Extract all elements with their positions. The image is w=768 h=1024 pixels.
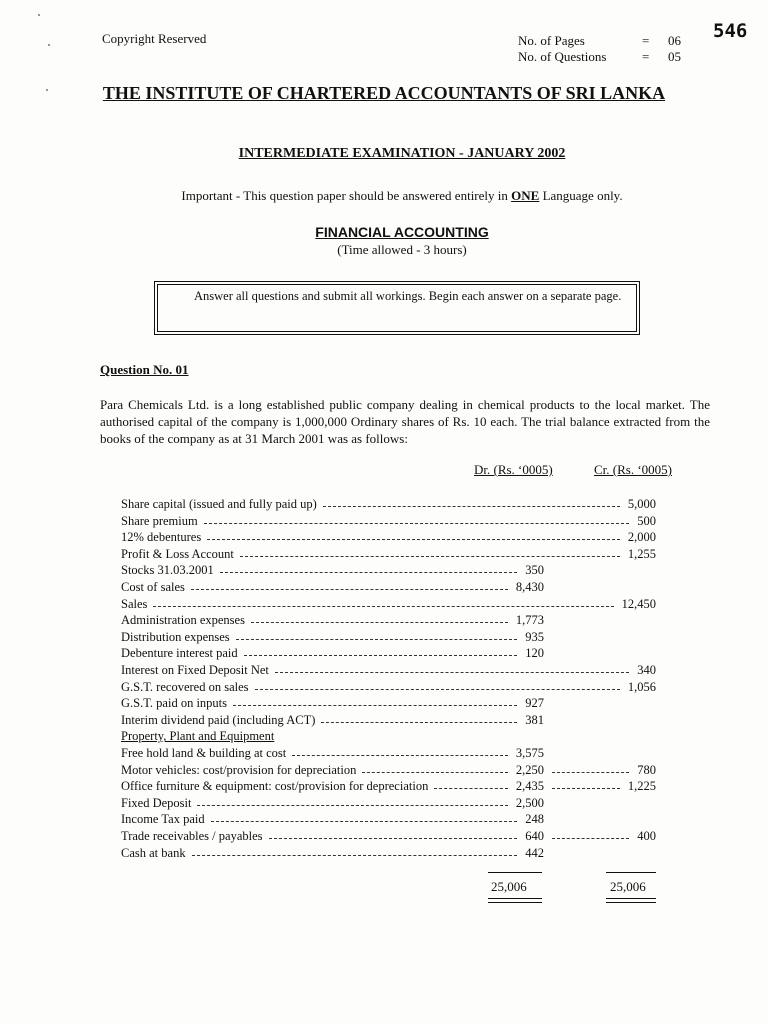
copyright-notice: Copyright Reserved xyxy=(102,31,207,46)
dr-total-double-rule xyxy=(488,898,542,903)
questions-value: 05 xyxy=(668,49,681,64)
credit-amount: 400 xyxy=(637,829,656,843)
credit-amount: 1,255 xyxy=(627,546,656,561)
scan-speck xyxy=(48,44,50,46)
dotted-leader xyxy=(323,506,620,507)
credit-amount: 340 xyxy=(637,663,656,677)
row-label: Profit & Loss Account xyxy=(121,546,234,561)
questions-equals: = xyxy=(642,49,650,64)
debit-amount: 8,430 xyxy=(515,580,544,594)
subject-title: FINANCIAL ACCOUNTING xyxy=(315,224,489,240)
dotted-leader xyxy=(552,772,629,773)
debit-amount: 120 xyxy=(525,646,544,661)
dr-total: 25,006 xyxy=(491,879,527,894)
dotted-leader xyxy=(153,606,613,607)
row-label: Trade receivables / payables xyxy=(121,829,263,843)
dotted-leader xyxy=(292,755,508,756)
debit-amount: 2,250 xyxy=(515,762,544,777)
dotted-leader xyxy=(275,672,629,673)
dotted-leader xyxy=(236,639,518,640)
important-emphasis: ONE xyxy=(511,188,540,203)
row-label: Interim dividend paid (including ACT) xyxy=(121,712,316,727)
dr-subtotal-rule xyxy=(488,872,542,873)
debit-amount: 442 xyxy=(525,845,544,860)
credit-amount: 12,450 xyxy=(621,596,656,611)
row-label: Fixed Deposit xyxy=(121,795,192,810)
time-allowed: (Time allowed - 3 hours) xyxy=(337,242,467,257)
dotted-leader xyxy=(255,689,620,690)
debit-amount: 2,500 xyxy=(515,795,544,810)
debit-amount: 927 xyxy=(525,696,544,711)
row-label: Interest on Fixed Deposit Net xyxy=(121,663,269,677)
pages-label: No. of Pages xyxy=(518,33,585,48)
important-prefix: Important - This question paper should be answered entirely in xyxy=(181,188,512,203)
pages-value: 06 xyxy=(668,33,681,48)
pages-count-line xyxy=(518,33,681,49)
dotted-leader xyxy=(233,705,517,706)
row-label: 12% debentures xyxy=(121,530,202,545)
row-label: Administration expenses xyxy=(121,613,245,628)
instructions-text: Answer all questions and submit all workings. Begin each answer on a separate page. xyxy=(194,289,622,303)
row-label: Property, Plant and Equipment xyxy=(121,729,275,744)
row-label: Office furniture & equipment: cost/provision for depreciation xyxy=(121,779,429,794)
row-label: Income Tax paid xyxy=(121,812,205,827)
question-intro: Para Chemicals Ltd. is a long established public company dealing in chemical products to the local market. The authorised capital of the company is 1,000,000 Ordinary shares of Rs. 10 each. The trial balance extracted from the books of the company as at 31 March 2001 was as follows: xyxy=(100,397,710,446)
pages-equals: = xyxy=(642,33,650,48)
row-label: Sales xyxy=(121,596,148,611)
dotted-leader xyxy=(434,788,508,789)
scan-speck xyxy=(46,89,48,91)
credit-amount: 1,056 xyxy=(627,679,656,694)
dotted-leader xyxy=(244,655,518,656)
credit-amount: 1,225 xyxy=(627,779,656,794)
debit-amount: 3,575 xyxy=(515,746,544,760)
question-heading: Question No. 01 xyxy=(100,362,189,377)
institute-title-text: THE INSTITUTE OF CHARTERED ACCOUNTANTS OF SRI LANKA xyxy=(102,83,666,103)
credit-amount: 2,000 xyxy=(627,530,656,545)
cr-total-double-rule xyxy=(606,898,656,903)
credit-amount: 500 xyxy=(637,513,656,528)
dotted-leader xyxy=(207,539,620,540)
important-note xyxy=(0,188,768,204)
debit-amount: 2,435 xyxy=(515,779,544,794)
dotted-leader xyxy=(269,838,518,839)
cr-column-header: Cr. (Rs. ‘0005) xyxy=(594,462,672,477)
exam-title xyxy=(0,146,768,162)
debit-amount: 350 xyxy=(525,563,544,578)
important-suffix: Language only. xyxy=(539,188,623,203)
row-label: Stocks 31.03.2001 xyxy=(121,563,214,578)
cr-total: 25,006 xyxy=(610,879,646,894)
row-label: Share premium xyxy=(121,513,198,528)
debit-amount: 1,773 xyxy=(515,613,544,628)
row-label: Share capital (issued and fully paid up) xyxy=(121,497,317,511)
questions-count-line xyxy=(518,49,681,65)
dotted-leader xyxy=(191,589,508,590)
page-number: 546 xyxy=(713,20,748,42)
dotted-leader xyxy=(197,805,507,806)
debit-amount: 381 xyxy=(525,712,544,727)
dotted-leader xyxy=(321,722,517,723)
row-label: Cost of sales xyxy=(121,580,185,594)
dotted-leader xyxy=(192,855,518,856)
institute-title xyxy=(0,83,768,104)
row-label: Motor vehicles: cost/provision for depreciation xyxy=(121,762,357,777)
questions-label: No. of Questions xyxy=(518,49,607,64)
dotted-leader xyxy=(362,772,508,773)
row-label: Debenture interest paid xyxy=(121,646,238,661)
dotted-leader xyxy=(240,556,620,557)
dotted-leader xyxy=(211,821,518,822)
scan-speck xyxy=(38,14,40,16)
row-label: Free hold land & building at cost xyxy=(121,746,287,760)
row-label: G.S.T. recovered on sales xyxy=(121,679,249,694)
exam-title-text: INTERMEDIATE EXAMINATION - JANUARY 2002 xyxy=(238,146,566,161)
debit-amount: 640 xyxy=(525,829,544,843)
dr-column-header: Dr. (Rs. ‘0005) xyxy=(474,462,553,477)
row-label: G.S.T. paid on inputs xyxy=(121,696,228,711)
dotted-leader xyxy=(251,622,508,623)
dotted-leader xyxy=(204,523,630,524)
dotted-leader xyxy=(220,572,518,573)
credit-amount: 780 xyxy=(637,762,656,777)
row-label: Cash at bank xyxy=(121,845,186,860)
credit-amount: 5,000 xyxy=(627,497,656,511)
dotted-leader xyxy=(552,788,620,789)
row-label: Distribution expenses xyxy=(121,629,230,644)
cr-subtotal-rule xyxy=(606,872,656,873)
debit-amount: 935 xyxy=(525,629,544,644)
debit-amount: 248 xyxy=(525,812,544,827)
dotted-leader xyxy=(552,838,629,839)
